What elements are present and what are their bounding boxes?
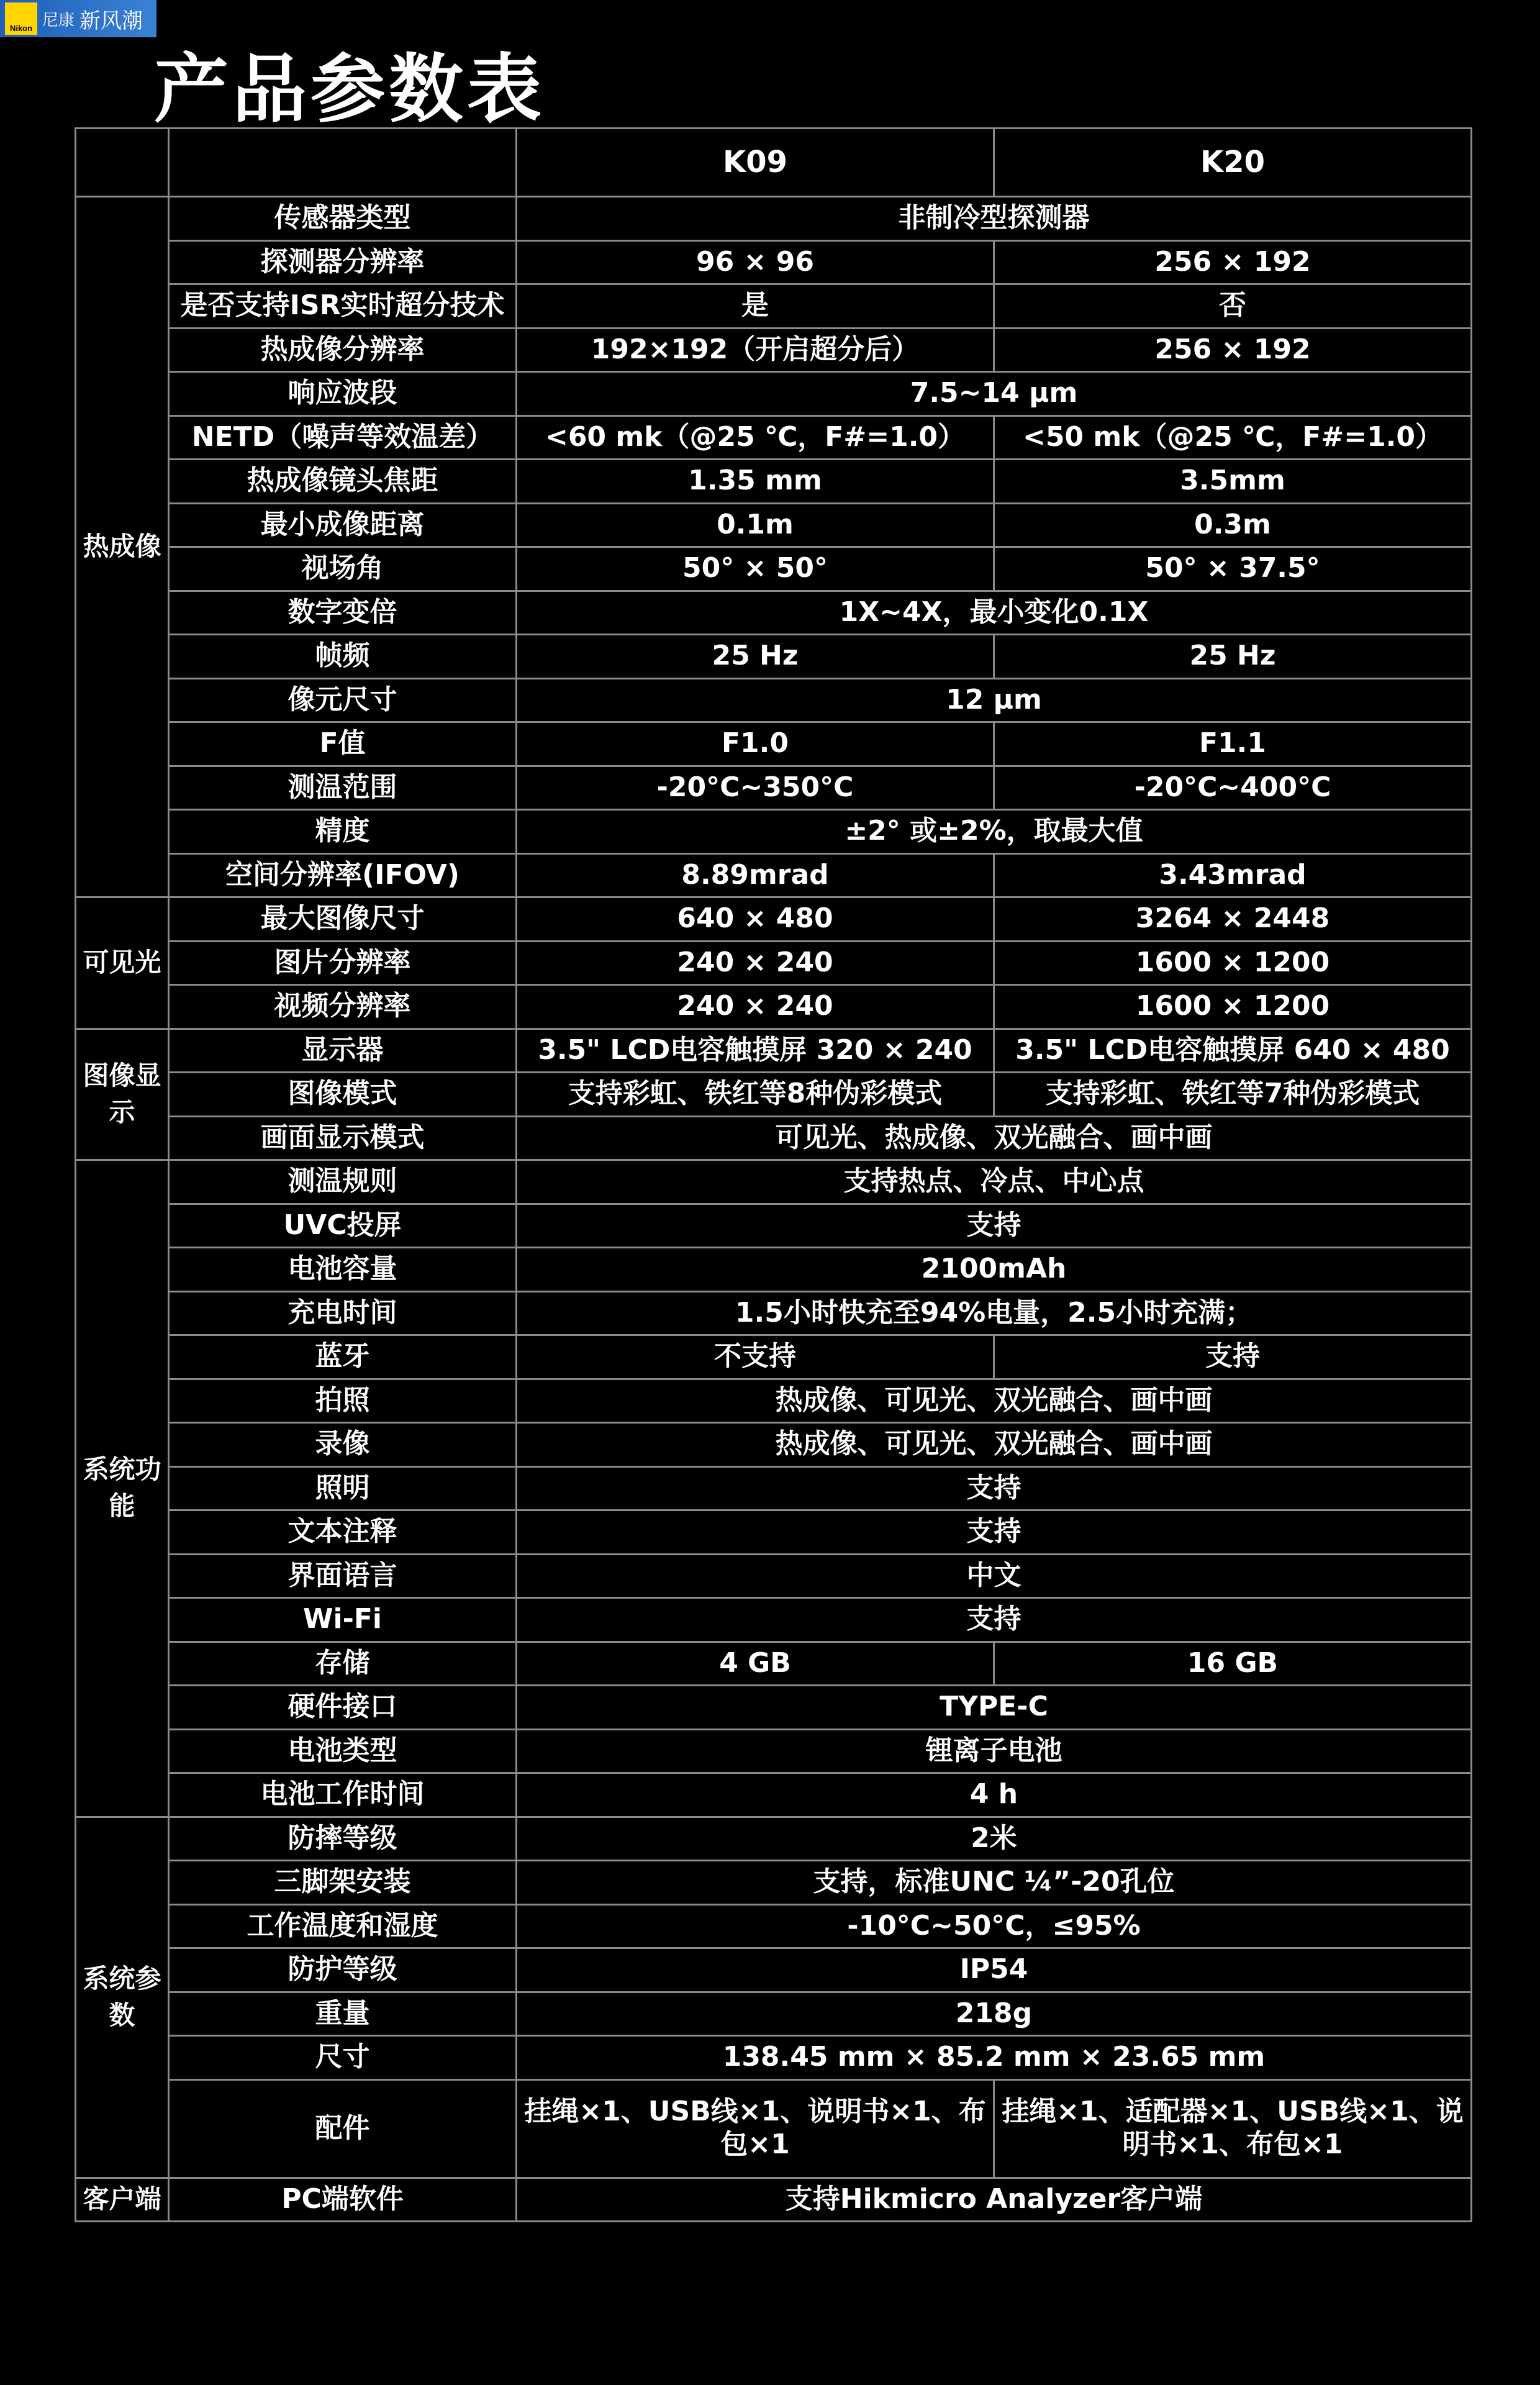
table-row <box>76 1817 1472 1861</box>
table-row <box>76 240 1472 284</box>
value-cell-k09: <60 mk（@25 ℃，F#=1.0） <box>517 416 994 460</box>
param-name-cell: 画面显示模式 <box>169 1116 517 1160</box>
value-cell-k20: 1600 × 1200 <box>994 941 1472 985</box>
value-cell-k20: 3.5" LCD电容触摸屏 640 × 480 <box>994 1029 1472 1073</box>
param-name-cell: 是否支持ISR实时超分技术 <box>169 284 517 329</box>
value-cell-k20: 否 <box>994 284 1472 329</box>
value-cell-shared: 可见光、热成像、双光融合、画中画 <box>517 1116 1472 1160</box>
nikon-logo-icon: Nikon <box>5 2 37 35</box>
value-cell-shared: 支持 <box>517 1466 1472 1510</box>
value-cell-shared: 中文 <box>517 1554 1472 1598</box>
param-name-cell: 电池类型 <box>169 1729 517 1773</box>
param-name-cell: 工作温度和湿度 <box>169 1904 517 1948</box>
value-cell-k09: 3.5" LCD电容触摸屏 320 × 240 <box>517 1029 994 1073</box>
table-header-row <box>76 129 1472 197</box>
param-name-cell: 存储 <box>169 1642 517 1686</box>
value-cell-k20: F1.1 <box>994 722 1472 766</box>
spec-table <box>75 127 1472 2222</box>
value-cell-shared: 2米 <box>517 1817 1472 1861</box>
param-name-cell: UVC投屏 <box>169 1204 517 1248</box>
header-model-k09: K09 <box>517 129 994 197</box>
param-name-cell: 热成像分辨率 <box>169 328 517 372</box>
watermark <box>0 0 156 37</box>
table-row <box>76 1904 1472 1948</box>
table-row <box>76 1598 1472 1642</box>
value-cell-shared: 1X~4X，最小变化0.1X <box>517 591 1472 635</box>
param-name-cell: 照明 <box>169 1466 517 1510</box>
param-name-cell: PC端软件 <box>169 2178 517 2222</box>
param-name-cell: 电池工作时间 <box>169 1773 517 1817</box>
table-row <box>76 547 1472 591</box>
value-cell-shared: 1.5小时快充至94%电量，2.5小时充满； <box>517 1291 1472 1335</box>
param-name-cell: 响应波段 <box>169 372 517 416</box>
value-cell-k09: 是 <box>517 284 994 329</box>
value-cell-k20: -20°C~400°C <box>994 766 1472 810</box>
table-row <box>76 678 1472 722</box>
table-row <box>76 2079 1472 2178</box>
value-cell-k09: 50° × 50° <box>517 547 994 591</box>
value-cell-shared: 非制冷型探测器 <box>517 197 1472 241</box>
value-cell-shared: 支持Hikmicro Analyzer客户端 <box>517 2178 1472 2222</box>
spec-table-body <box>76 129 1472 2222</box>
table-row <box>76 372 1472 416</box>
table-row <box>76 853 1472 897</box>
value-cell-k20: 0.3m <box>994 503 1472 547</box>
category-cell: 图像显示 <box>76 1029 169 1160</box>
table-row <box>76 1948 1472 1992</box>
page-title: 产品参数表 <box>154 47 545 133</box>
value-cell-k20: 支持 <box>994 1335 1472 1379</box>
table-row <box>76 197 1472 241</box>
param-name-cell: 充电时间 <box>169 1291 517 1335</box>
value-cell-k09: 240 × 240 <box>517 941 994 985</box>
value-cell-shared: 支持 <box>517 1510 1472 1555</box>
value-cell-k09: 1.35 mm <box>517 460 994 504</box>
table-row <box>76 1861 1472 1905</box>
header-param <box>169 129 517 197</box>
table-row <box>76 1073 1472 1117</box>
value-cell-k20: 3264 × 2448 <box>994 897 1472 942</box>
param-name-cell: 像元尺寸 <box>169 678 517 722</box>
value-cell-k09: 640 × 480 <box>517 897 994 942</box>
table-row <box>76 810 1472 854</box>
category-cell: 系统功能 <box>76 1160 169 1817</box>
param-name-cell: 防护等级 <box>169 1948 517 1992</box>
value-cell-k20: 16 GB <box>994 1642 1472 1686</box>
param-name-cell: Wi-Fi <box>169 1598 517 1642</box>
table-row <box>76 985 1472 1029</box>
value-cell-k09: 支持彩虹、铁红等8种伪彩模式 <box>517 1073 994 1117</box>
param-name-cell: 测温规则 <box>169 1160 517 1204</box>
param-name-cell: 空间分辨率(IFOV) <box>169 853 517 897</box>
table-row <box>76 766 1472 810</box>
value-cell-shared: ±2° 或±2%，取最大值 <box>517 810 1472 854</box>
category-cell: 系统参数 <box>76 1817 169 2178</box>
value-cell-k09: 0.1m <box>517 503 994 547</box>
param-name-cell: 文本注释 <box>169 1510 517 1555</box>
table-row <box>76 1510 1472 1555</box>
table-row <box>76 2178 1472 2222</box>
value-cell-k09: 不支持 <box>517 1335 994 1379</box>
table-row <box>76 1773 1472 1817</box>
value-cell-k20: 50° × 37.5° <box>994 547 1472 591</box>
table-row <box>76 503 1472 547</box>
table-row <box>76 284 1472 329</box>
param-name-cell: 图片分辨率 <box>169 941 517 985</box>
param-name-cell: 最小成像距离 <box>169 503 517 547</box>
param-name-cell: 配件 <box>169 2079 517 2178</box>
param-name-cell: 图像模式 <box>169 1073 517 1117</box>
value-cell-k09: 25 Hz <box>517 635 994 679</box>
value-cell-k20: 1600 × 1200 <box>994 985 1472 1029</box>
value-cell-shared: -10°C~50°C，≤95% <box>517 1904 1472 1948</box>
param-name-cell: 测温范围 <box>169 766 517 810</box>
value-cell-shared: 138.45 mm × 85.2 mm × 23.65 mm <box>517 2036 1472 2080</box>
table-row <box>76 722 1472 766</box>
param-name-cell: 探测器分辨率 <box>169 240 517 284</box>
table-row <box>76 1204 1472 1248</box>
param-name-cell: 重量 <box>169 1992 517 2036</box>
table-row <box>76 1291 1472 1335</box>
value-cell-shared: 支持热点、冷点、中心点 <box>517 1160 1472 1204</box>
param-name-cell: 最大图像尺寸 <box>169 897 517 942</box>
value-cell-k20: 3.43mrad <box>994 853 1472 897</box>
param-name-cell: 拍照 <box>169 1379 517 1423</box>
value-cell-shared: 锂离子电池 <box>517 1729 1472 1773</box>
param-name-cell: 界面语言 <box>169 1554 517 1598</box>
header-corner <box>76 129 169 197</box>
table-row <box>76 1642 1472 1686</box>
param-name-cell: 热成像镜头焦距 <box>169 460 517 504</box>
table-row <box>76 1423 1472 1467</box>
value-cell-shared: 4 h <box>517 1773 1472 1817</box>
param-name-cell: 硬件接口 <box>169 1686 517 1730</box>
table-row <box>76 1686 1472 1730</box>
value-cell-shared: 支持，标准UNC ¼”-20孔位 <box>517 1861 1472 1905</box>
param-name-cell: 精度 <box>169 810 517 854</box>
param-name-cell: 视场角 <box>169 547 517 591</box>
value-cell-k09: 4 GB <box>517 1642 994 1686</box>
value-cell-shared: IP54 <box>517 1948 1472 1992</box>
table-row <box>76 1029 1472 1073</box>
table-row <box>76 1248 1472 1292</box>
value-cell-shared: TYPE-C <box>517 1686 1472 1730</box>
param-name-cell: 帧频 <box>169 635 517 679</box>
table-row <box>76 897 1472 942</box>
value-cell-k09: 96 × 96 <box>517 240 994 284</box>
param-name-cell: 录像 <box>169 1423 517 1467</box>
value-cell-k09: 192×192（开启超分后） <box>517 328 994 372</box>
table-row <box>76 2036 1472 2080</box>
table-row <box>76 460 1472 504</box>
table-row <box>76 591 1472 635</box>
value-cell-k20: <50 mk（@25 ℃，F#=1.0） <box>994 416 1472 460</box>
value-cell-k09: F1.0 <box>517 722 994 766</box>
param-name-cell: 显示器 <box>169 1029 517 1073</box>
table-row <box>76 1160 1472 1204</box>
value-cell-k09: -20°C~350°C <box>517 766 994 810</box>
value-cell-shared: 支持 <box>517 1598 1472 1642</box>
value-cell-k09: 240 × 240 <box>517 985 994 1029</box>
table-row <box>76 416 1472 460</box>
value-cell-shared: 7.5~14 μm <box>517 372 1472 416</box>
param-name-cell: 视频分辨率 <box>169 985 517 1029</box>
value-cell-k09: 8.89mrad <box>517 853 994 897</box>
param-name-cell: NETD（噪声等效温差） <box>169 416 517 460</box>
param-name-cell: 数字变倍 <box>169 591 517 635</box>
param-name-cell: 防摔等级 <box>169 1817 517 1861</box>
value-cell-k20: 25 Hz <box>994 635 1472 679</box>
value-cell-k20: 支持彩虹、铁红等7种伪彩模式 <box>994 1073 1472 1117</box>
value-cell-shared: 12 μm <box>517 678 1472 722</box>
table-row <box>76 1729 1472 1773</box>
value-cell-shared: 支持 <box>517 1204 1472 1248</box>
table-row <box>76 1554 1472 1598</box>
value-cell-k20: 256 × 192 <box>994 240 1472 284</box>
table-row <box>76 941 1472 985</box>
value-cell-k09: 挂绳×1、USB线×1、说明书×1、布包×1 <box>517 2079 994 2178</box>
value-cell-shared: 218g <box>517 1992 1472 2036</box>
param-name-cell: F值 <box>169 722 517 766</box>
table-row <box>76 1992 1472 2036</box>
table-row <box>76 1466 1472 1510</box>
value-cell-shared: 热成像、可见光、双光融合、画中画 <box>517 1379 1472 1423</box>
value-cell-shared: 热成像、可见光、双光融合、画中画 <box>517 1423 1472 1467</box>
category-cell: 热成像 <box>76 197 169 897</box>
param-name-cell: 电池容量 <box>169 1248 517 1292</box>
table-row <box>76 1116 1472 1160</box>
table-row <box>76 635 1472 679</box>
table-row <box>76 328 1472 372</box>
watermark-text-1: 尼康 <box>42 11 75 30</box>
table-row <box>76 1335 1472 1379</box>
watermark-text-2: 新风潮 <box>79 8 143 34</box>
table-row <box>76 1379 1472 1423</box>
param-name-cell: 尺寸 <box>169 2036 517 2080</box>
category-cell: 客户端 <box>76 2178 169 2222</box>
value-cell-k20: 256 × 192 <box>994 328 1472 372</box>
param-name-cell: 蓝牙 <box>169 1335 517 1379</box>
header-model-k20: K20 <box>994 129 1472 197</box>
category-cell: 可见光 <box>76 897 169 1029</box>
value-cell-k20: 挂绳×1、适配器×1、USB线×1、说明书×1、布包×1 <box>994 2079 1472 2178</box>
value-cell-shared: 2100mAh <box>517 1248 1472 1292</box>
param-name-cell: 三脚架安装 <box>169 1861 517 1905</box>
param-name-cell: 传感器类型 <box>169 197 517 241</box>
value-cell-k20: 3.5mm <box>994 460 1472 504</box>
